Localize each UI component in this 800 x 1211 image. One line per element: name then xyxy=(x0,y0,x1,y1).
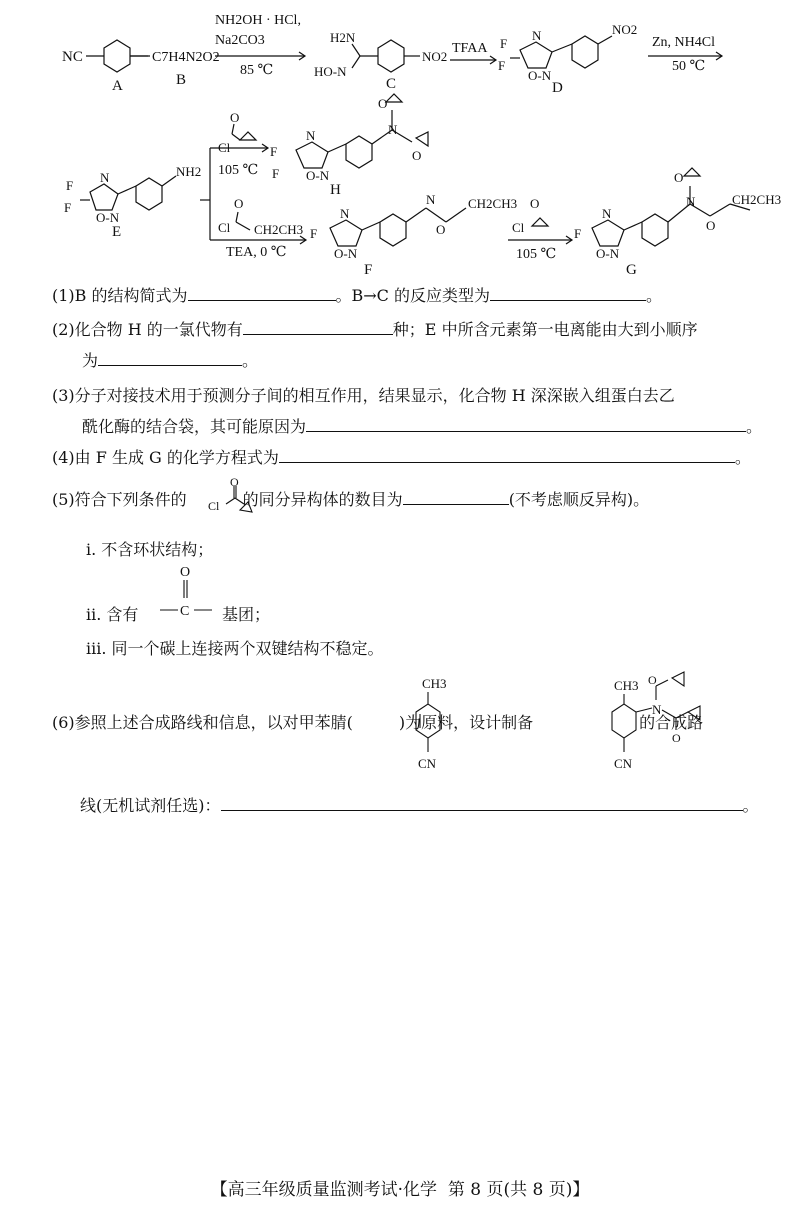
carbonyl-o-label: O xyxy=(180,565,191,580)
oxadiazole-e xyxy=(90,184,118,210)
q4-blank[interactable] xyxy=(279,446,735,463)
q2-text-b: 种；E 中所含元素第一电离能由大到小顺序 xyxy=(392,320,698,339)
q5-text-a: (5)符合下列条件的 xyxy=(52,490,187,509)
q6-text-d: 线(无机试剂任选)： xyxy=(80,796,221,815)
label-f-d2: F xyxy=(498,58,506,73)
label-n-f: N xyxy=(340,206,350,221)
label-n-h-amide: N xyxy=(388,122,398,137)
label-b: B xyxy=(176,72,187,88)
label-o-f-amide: O xyxy=(436,222,446,237)
label-g: G xyxy=(626,262,637,278)
label-cl-g: Cl xyxy=(512,220,525,235)
q5-text-b: 的同分异构体的数目为 xyxy=(242,490,403,509)
q4-end: 。 xyxy=(734,448,751,467)
question-3-cont xyxy=(82,415,762,438)
benzene-a xyxy=(104,40,130,72)
q5-blank[interactable] xyxy=(403,488,509,505)
label-f-e1: F xyxy=(66,178,74,193)
q3-text-b: 酰化酶的结合袋，其可能原因为 xyxy=(82,417,307,436)
question-5 xyxy=(52,488,649,511)
cond-50c: 50 ℃ xyxy=(672,59,706,74)
label-n-e: N xyxy=(100,170,110,185)
label-cl-f: Cl xyxy=(218,220,231,235)
label-nc: NC xyxy=(62,49,83,65)
cyclopropyl-reagent-g xyxy=(532,218,548,226)
tolunitrile-ch3: CH3 xyxy=(422,676,447,691)
q1-text-a: (1)B 的结构简式为 xyxy=(52,286,188,305)
label-n-g: N xyxy=(602,206,612,221)
cyclopropanecarbonyl-chloride xyxy=(200,476,260,516)
target-n: N xyxy=(652,702,662,717)
label-ch2ch3-f-reagent: CH2CH3 xyxy=(254,222,304,237)
label-f-d1: F xyxy=(500,36,508,51)
label-on-g: O-N xyxy=(596,246,620,261)
benzene-g xyxy=(642,214,668,246)
benzene-e xyxy=(136,178,162,210)
q6-end: 。 xyxy=(742,796,759,815)
label-f-h1: F xyxy=(270,144,278,159)
label-o-g2: O xyxy=(706,218,716,233)
label-e: E xyxy=(112,224,122,240)
oxadiazole-g xyxy=(592,220,624,246)
label-f-f1: F xyxy=(310,226,318,241)
q6-text-a: (6)参照上述合成路线和信息，以对甲苯腈( xyxy=(52,713,353,732)
q2-end: 。 xyxy=(242,351,259,370)
cond-tea: TEA, 0 ℃ xyxy=(226,245,287,260)
label-o-g1: O xyxy=(674,170,684,185)
label-f-g1: F xyxy=(574,226,582,241)
label-o-f: O xyxy=(234,196,244,211)
cyclopropyl-h1 xyxy=(386,94,402,102)
q3-end: 。 xyxy=(746,417,763,436)
label-f-h2: F xyxy=(272,166,280,181)
cyclopropyl-g xyxy=(684,168,700,176)
label-o-h1: O xyxy=(378,96,388,111)
page-footer xyxy=(0,1175,800,1200)
label-d: D xyxy=(552,80,563,96)
q2-text-a: (2)化合物 H 的一氯代物有 xyxy=(52,320,243,339)
oxadiazole-h xyxy=(296,142,328,168)
q5-text-c: (不考虑顺反异构)。 xyxy=(508,490,650,509)
condition-ii-b: 基团； xyxy=(222,605,271,624)
cond-na2co3: Na2CO3 xyxy=(215,33,265,48)
q5-o-label: O xyxy=(230,476,239,489)
cond-zn: Zn, NH4Cl xyxy=(652,35,715,50)
cond-nh2oh: NH2OH · HCl, xyxy=(215,13,301,28)
label-hon: HO-N xyxy=(314,64,347,79)
carbonyl-c-label: C xyxy=(180,604,190,619)
p-tolunitrile xyxy=(404,668,460,778)
benzene-d xyxy=(572,36,598,68)
label-n-g-amide: N xyxy=(686,194,696,209)
oxadiazole-f xyxy=(330,220,362,246)
question-1 xyxy=(52,284,662,307)
label-nh2: NH2 xyxy=(176,164,202,179)
question-4 xyxy=(52,446,751,469)
condition-ii-a: ⅱ. 含有 xyxy=(86,605,139,624)
footer-page: 第 8 页(共 8 页)】 xyxy=(447,1180,590,1200)
condition-i: ⅰ. 不含环状结构； xyxy=(86,540,214,559)
condition-iii: ⅲ. 同一个碳上连接两个双键结构不稳定。 xyxy=(86,639,384,658)
q3-text-a: (3)分子对接技术用于预测分子间的相互作用，结果显示，化合物 H 深深嵌入组蛋白去乙 xyxy=(52,386,675,405)
label-o-h: O xyxy=(230,110,240,125)
question-6-cont xyxy=(80,794,759,817)
label-n-f-amide: N xyxy=(426,192,436,207)
target-molecule xyxy=(596,668,716,780)
label-h2n: H2N xyxy=(330,30,356,45)
q6-text-c: 的合成路 xyxy=(639,713,704,732)
label-on-d: O-N xyxy=(528,68,552,83)
target-ch3: CH3 xyxy=(614,678,639,693)
label-f-e2: F xyxy=(64,200,72,215)
tolunitrile-cn: CN xyxy=(418,756,437,771)
label-f: F xyxy=(364,262,373,278)
q1-blank-1[interactable] xyxy=(188,284,336,301)
benzene-f xyxy=(380,214,406,246)
label-b-formula: C7H4N2O2 xyxy=(152,50,220,65)
cyclopropyl-h2 xyxy=(416,132,428,146)
label-on-f: O-N xyxy=(334,246,358,261)
target-cn: CN xyxy=(614,756,633,771)
label-a: A xyxy=(112,78,123,94)
target-o2: O xyxy=(672,731,681,745)
cond-105c-h: 105 ℃ xyxy=(218,163,259,178)
cond-105c-g: 105 ℃ xyxy=(516,247,557,262)
q5-cl-label: Cl xyxy=(208,499,220,513)
label-n-h: N xyxy=(306,128,316,143)
question-2 xyxy=(52,318,698,341)
synthesis-scheme xyxy=(0,0,800,280)
label-no2-c: NO2 xyxy=(422,49,448,64)
target-o1: O xyxy=(648,673,657,687)
q1-end: 。 xyxy=(646,286,663,305)
footer-exam: 【高三年级质量监测考试·化学 xyxy=(210,1180,438,1200)
q1-blank-2[interactable] xyxy=(490,284,646,301)
q2-blank-1[interactable] xyxy=(243,318,393,335)
label-o-g-reagent: O xyxy=(530,196,540,211)
cyclopropyl-reagent-h xyxy=(240,132,256,140)
q6-blank[interactable] xyxy=(221,794,743,811)
q1-text-b: 。B→C 的反应类型为 xyxy=(335,286,491,305)
q3-blank[interactable] xyxy=(306,415,746,432)
question-2-cont xyxy=(82,349,258,372)
oxadiazole-d xyxy=(520,42,552,68)
question-3 xyxy=(52,385,675,407)
q2-blank-2[interactable] xyxy=(98,349,242,366)
label-on-h: O-N xyxy=(306,168,330,183)
q6-text-b: )为原料，设计制备 xyxy=(398,713,534,732)
benzene-c xyxy=(378,40,404,72)
label-n-d: N xyxy=(532,28,542,43)
benzene-h xyxy=(346,136,372,168)
q2-text-c: 为 xyxy=(82,351,99,370)
q4-text-a: (4)由 F 生成 G 的化学方程式为 xyxy=(52,448,279,467)
label-h: H xyxy=(330,182,341,198)
label-no2-d: NO2 xyxy=(612,22,638,37)
cond-85c: 85 ℃ xyxy=(240,63,274,78)
label-on-e: O-N xyxy=(96,210,120,225)
carbonyl-group xyxy=(156,562,216,622)
label-cl-h: Cl xyxy=(218,140,231,155)
cond-tfaa: TFAA xyxy=(452,41,488,56)
label-ch2ch3-f: CH2CH3 xyxy=(468,196,518,211)
label-o-h2: O xyxy=(412,148,422,163)
label-c: C xyxy=(386,76,397,92)
label-ch2ch3-g: CH2CH3 xyxy=(732,192,782,207)
